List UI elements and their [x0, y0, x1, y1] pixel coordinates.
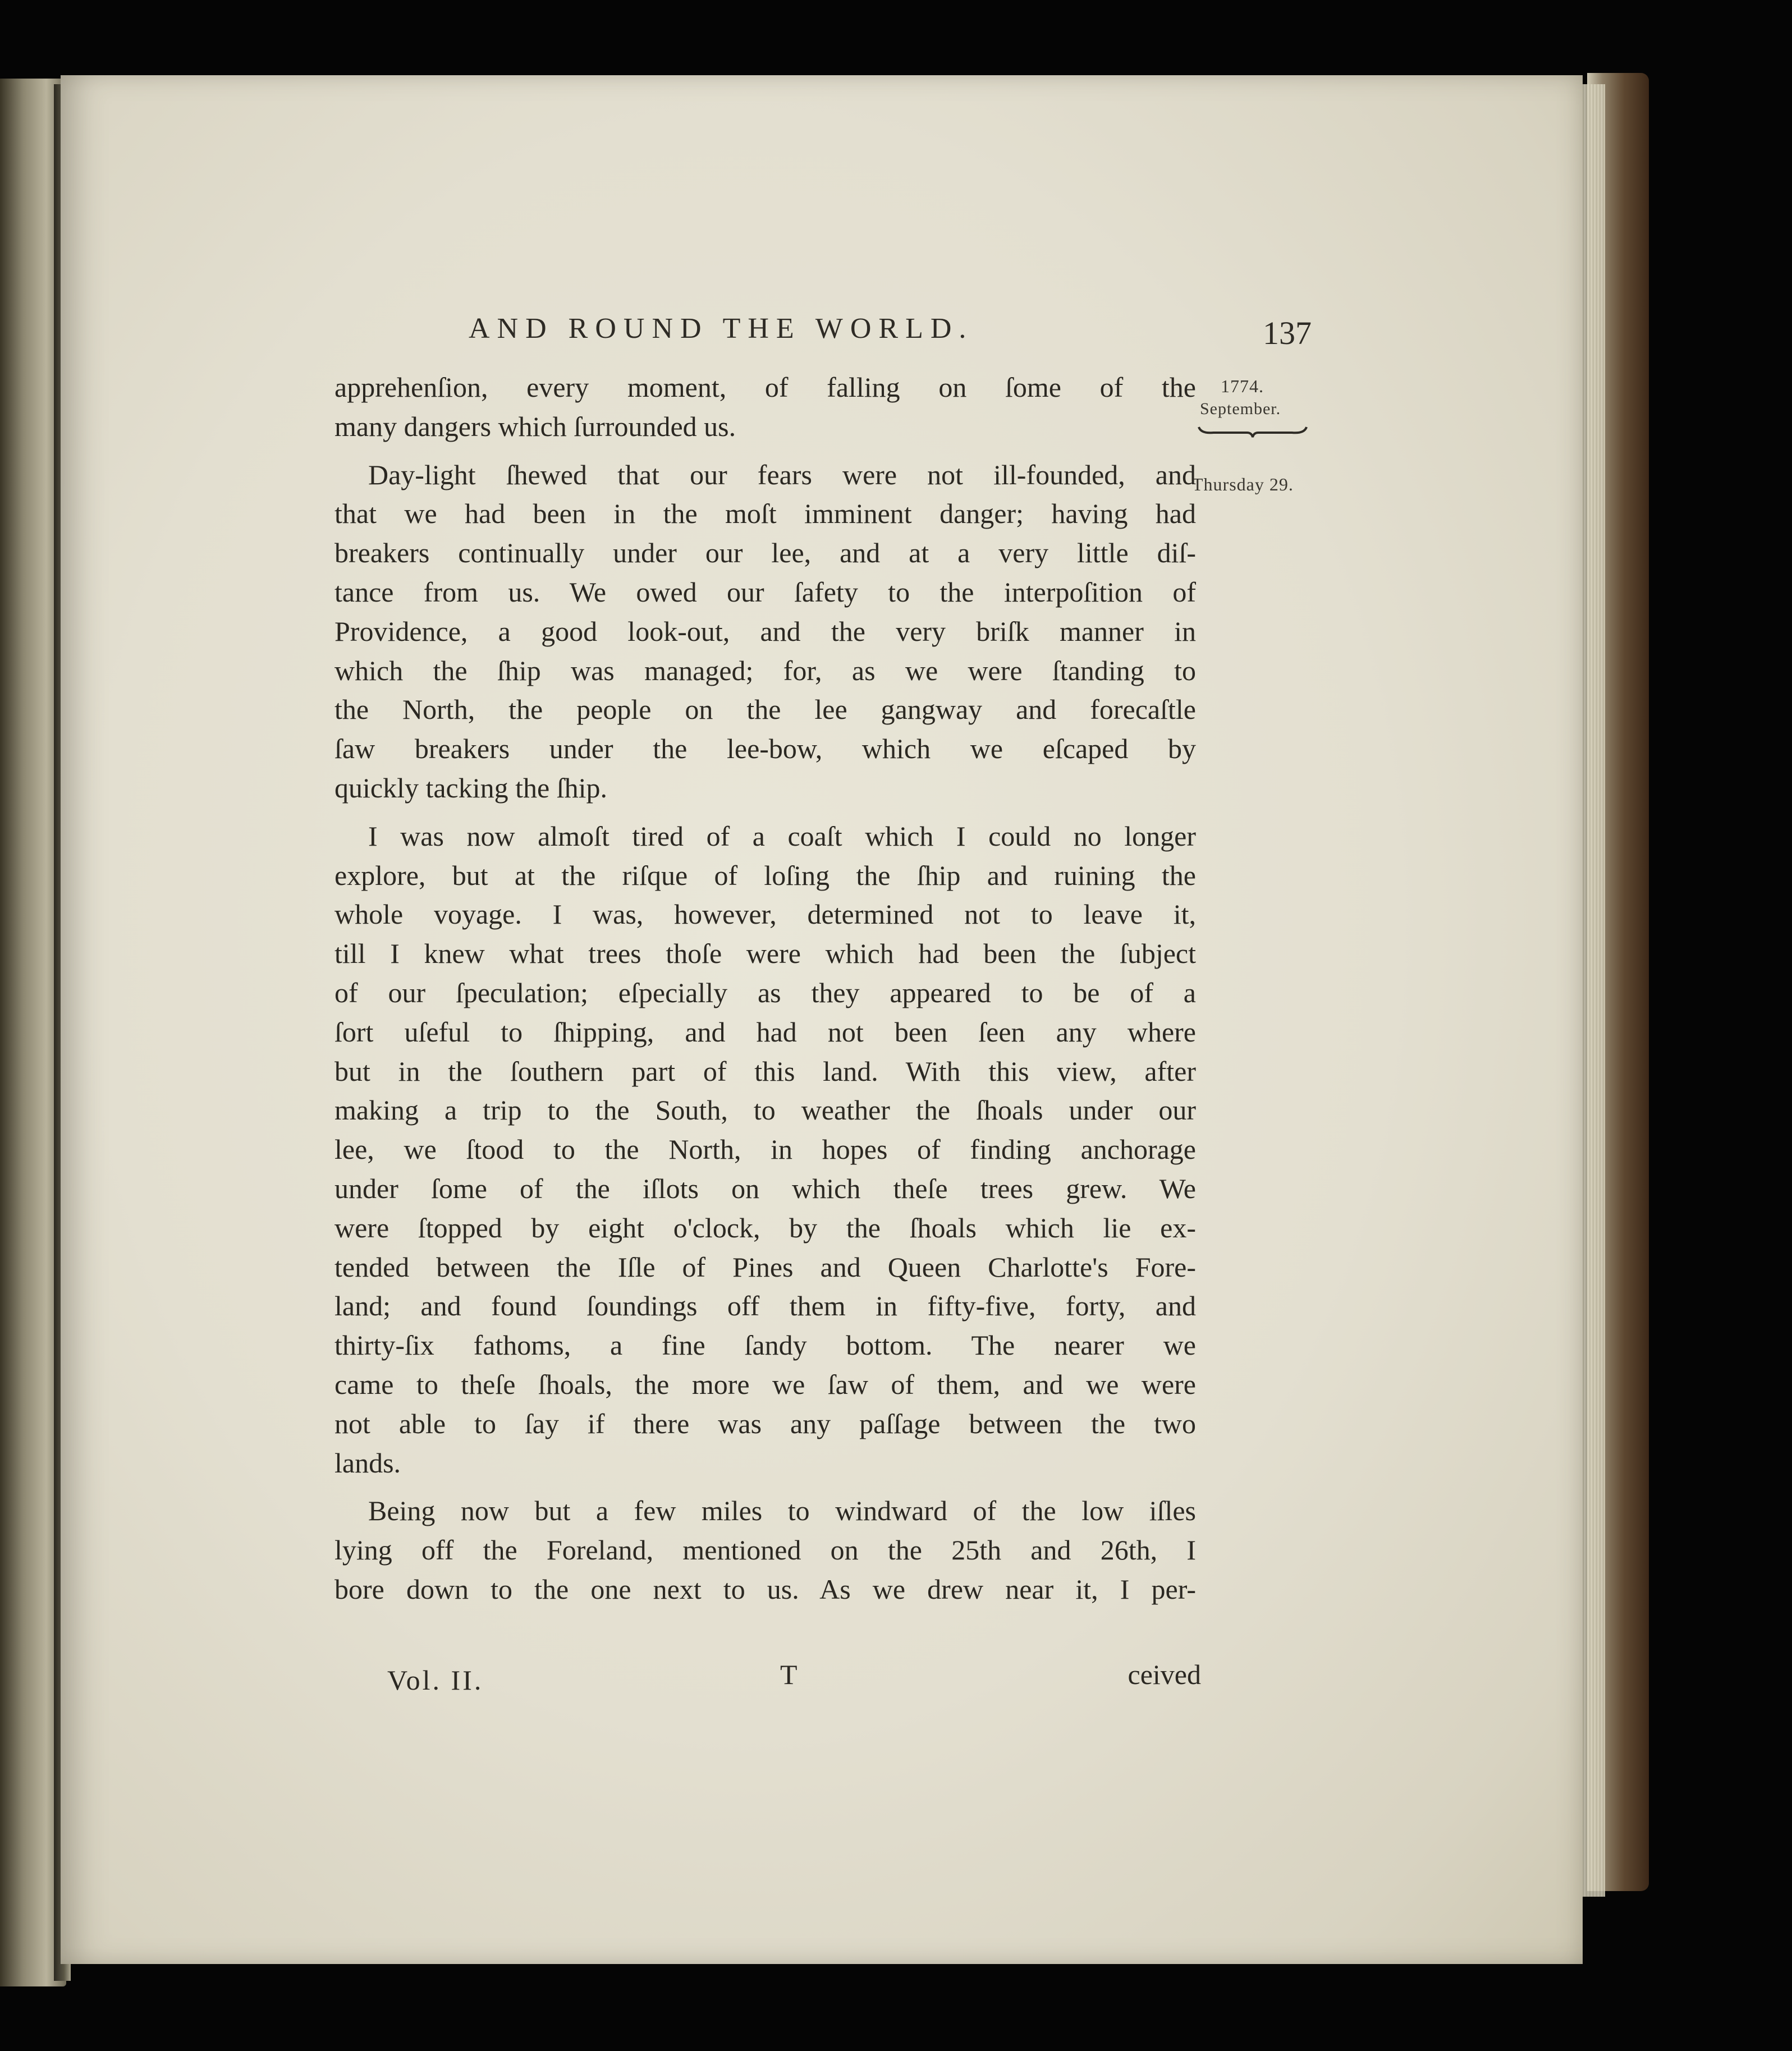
text-line: thirty-ſix fathoms, a fine ſandy bottom. The nearer we — [334, 1329, 1196, 1361]
text-line: quickly tacking the ſhip. — [334, 772, 608, 804]
text-line: lying off the Foreland, mentioned on the 25th and 26th, I — [334, 1534, 1196, 1566]
margin-note-month: September. — [1200, 400, 1281, 418]
text-line: Day-light ſhewed that our fears were not ill-founded, and — [368, 458, 1196, 490]
text-line: breakers continually under our lee, and at a very little diſ- — [334, 537, 1196, 569]
text-line: ſort uſeful to ſhipping, and had not been ſeen any where — [334, 1016, 1196, 1048]
text-line: till I knew what trees thoſe were which had been the ſubject — [334, 938, 1196, 970]
text-line: Being now but a few miles to windward of the low iſles — [368, 1495, 1196, 1527]
text-line: land; and found ſoundings off them in fifty-five, forty, and — [334, 1290, 1196, 1322]
text-line: which the ſhip was managed; for, as we were ſtanding to — [334, 654, 1196, 686]
margin-note-date: Thursday 29. — [1192, 474, 1294, 494]
text-line: that we had been in the moſt imminent danger; having had — [334, 498, 1196, 530]
catchword: ceived — [1128, 1659, 1201, 1690]
text-line: whole voyage. I was, however, determined not to leave it, — [334, 898, 1196, 930]
text-line: under ſome of the iſlots on which theſe trees grew. We — [334, 1172, 1196, 1204]
text-line: I was now almoſt tired of a coaſt which I could no longer — [368, 820, 1196, 852]
text-line: many dangers which ſurrounded us. — [334, 410, 736, 442]
text-line: apprehenſion, every moment, of falling on ſome of the — [334, 371, 1196, 403]
text-line: making a trip to the South, to weather the ſhoals under our — [334, 1094, 1196, 1126]
text-line: explore, but at the riſque of loſing the ſhip and ruining the — [334, 859, 1196, 891]
margin-note-year: 1774. — [1221, 376, 1264, 396]
text-line: lee, we ſtood to the North, in hopes of finding anchorage — [334, 1134, 1196, 1166]
text-line: ſaw breakers under the lee-bow, which we eſcaped by — [334, 733, 1196, 765]
text-line: came to theſe ſhoals, the more we ſaw of them, and we were — [334, 1368, 1196, 1400]
text-line: tended between the Iſle of Pines and Queen Charlotte's Fore- — [334, 1251, 1196, 1283]
text-line: bore down to the one next to us. As we drew near it, I per- — [334, 1573, 1196, 1605]
text-line: tance from us. We owed our ſafety to the interpoſition of — [334, 576, 1196, 608]
signature-mark: T — [780, 1659, 798, 1690]
text-line: were ſtopped by eight o'clock, by the ſhoals which lie ex- — [334, 1212, 1196, 1244]
page-number: 137 — [1263, 315, 1312, 351]
body-text — [334, 368, 1196, 1609]
text-line: the North, the people on the lee gangway and forecaſtle — [334, 694, 1196, 726]
text-line: of our ſpeculation; eſpecially as they appeared to be of a — [334, 976, 1196, 1008]
text-line: not able to ſay if there was any paſſage between the two — [334, 1407, 1196, 1439]
text-line: lands. — [334, 1447, 401, 1479]
volume-label: Vol. II. — [387, 1664, 484, 1696]
text-line: Providence, a good look-out, and the very briſk manner in — [334, 615, 1196, 647]
margin-brace-icon — [1197, 424, 1309, 441]
running-head: AND ROUND THE WORLD. — [469, 313, 974, 345]
text-line: but in the ſouthern part of this land. With this view, after — [334, 1055, 1196, 1087]
